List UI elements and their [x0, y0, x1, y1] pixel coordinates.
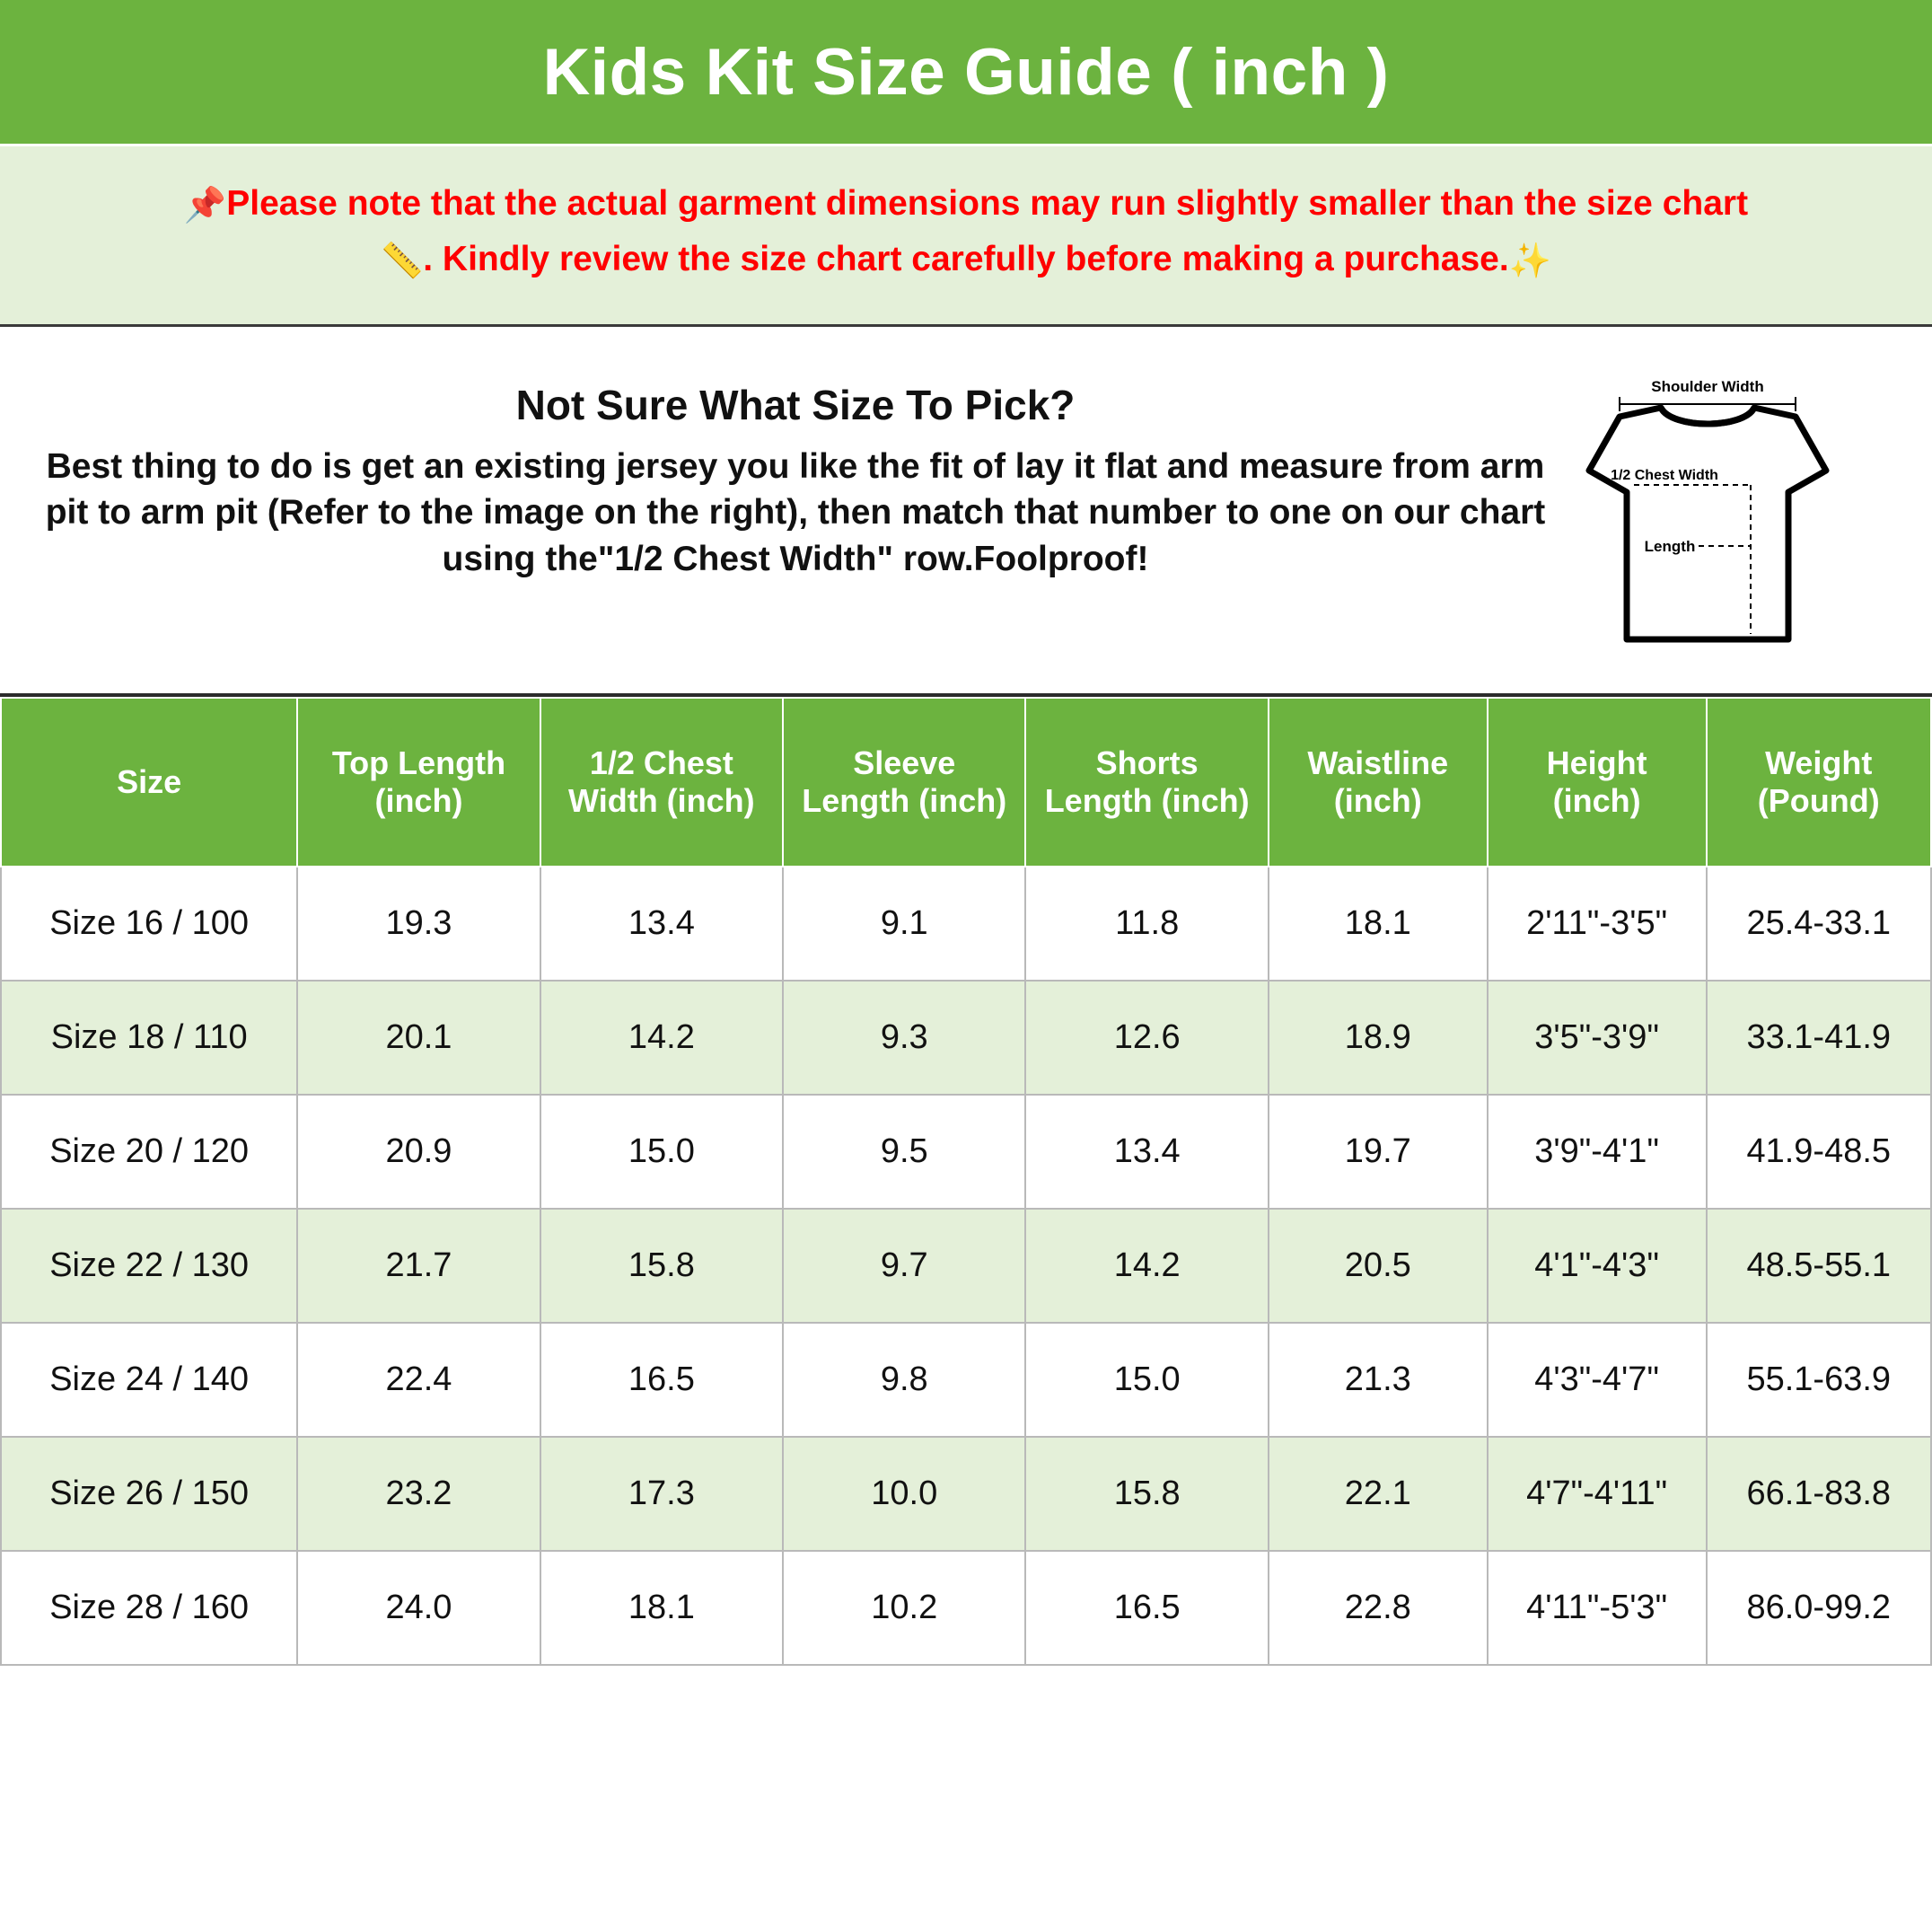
cell-height: 4'1"-4'3": [1488, 1209, 1707, 1323]
ruler-icon: 📏: [380, 242, 424, 280]
svg-text:1/2 Chest Width: 1/2 Chest Width: [1611, 467, 1718, 483]
table-header-row: [1, 698, 1931, 867]
cell-sleeve-length: 9.3: [783, 981, 1025, 1095]
cell-weight: 86.0-99.2: [1707, 1551, 1932, 1665]
cell-size: Size 16 / 100: [1, 867, 297, 981]
cell-sleeve-length: 10.2: [783, 1551, 1025, 1665]
cell-sleeve-length: 9.7: [783, 1209, 1025, 1323]
cell-half-chest-width: 18.1: [540, 1551, 783, 1665]
pin-icon: 📌: [183, 187, 227, 224]
column-header-size: Size: [1, 698, 297, 867]
cell-size: Size 22 / 130: [1, 1209, 297, 1323]
note-band: [0, 146, 1932, 327]
cell-shorts-length: 15.8: [1025, 1437, 1268, 1551]
cell-sleeve-length: 10.0: [783, 1437, 1025, 1551]
helper-heading: Not Sure What Size To Pick?: [515, 381, 1076, 428]
table-row: [1, 1323, 1931, 1437]
column-header-weight: Weight (Pound): [1707, 698, 1932, 867]
helper-section: [0, 327, 1932, 697]
sparkle-icon: ✨: [1508, 242, 1552, 280]
tshirt-icon: [1564, 370, 1851, 666]
cell-top-length: 22.4: [297, 1323, 540, 1437]
cell-shorts-length: 15.0: [1025, 1323, 1268, 1437]
cell-sleeve-length: 9.1: [783, 867, 1025, 981]
table-row: [1, 1095, 1931, 1209]
cell-size: Size 20 / 120: [1, 1095, 297, 1209]
cell-weight: 25.4-33.1: [1707, 867, 1932, 981]
table-row: [1, 1209, 1931, 1323]
cell-waistline: 18.9: [1269, 981, 1488, 1095]
page-title: Kids Kit Size Guide ( inch ): [542, 35, 1390, 109]
cell-waistline: 19.7: [1269, 1095, 1488, 1209]
size-table-body: [1, 867, 1931, 1665]
cell-sleeve-length: 9.5: [783, 1095, 1025, 1209]
cell-weight: 48.5-55.1: [1707, 1209, 1932, 1323]
helper-body: Best thing to do is get an existing jersey you like the fit of lay it flat and measure from arm pit to arm pit (Refer to the image on the right), then match that number to one on our chart using the"1/2 Chest Width" row.Foolproof!: [45, 446, 1546, 578]
column-header-sleeve-length: Sleeve Length (inch): [783, 698, 1025, 867]
table-row: [1, 981, 1931, 1095]
cell-weight: 41.9-48.5: [1707, 1095, 1932, 1209]
cell-size: Size 28 / 160: [1, 1551, 297, 1665]
cell-weight: 55.1-63.9: [1707, 1323, 1932, 1437]
svg-text:Length: Length: [1644, 537, 1696, 555]
cell-shorts-length: 16.5: [1025, 1551, 1268, 1665]
cell-top-length: 19.3: [297, 867, 540, 981]
svg-text:Shoulder Width: Shoulder Width: [1651, 377, 1764, 395]
cell-waistline: 20.5: [1269, 1209, 1488, 1323]
cell-weight: 33.1-41.9: [1707, 981, 1932, 1095]
cell-half-chest-width: 15.0: [540, 1095, 783, 1209]
cell-top-length: 20.1: [297, 981, 540, 1095]
cell-top-length: 20.9: [297, 1095, 540, 1209]
cell-height: 4'7"-4'11": [1488, 1437, 1707, 1551]
cell-half-chest-width: 16.5: [540, 1323, 783, 1437]
column-header-half-chest-width: 1/2 Chest Width (inch): [540, 698, 783, 867]
cell-shorts-length: 14.2: [1025, 1209, 1268, 1323]
cell-half-chest-width: 14.2: [540, 981, 783, 1095]
cell-top-length: 24.0: [297, 1551, 540, 1665]
table-row: [1, 1551, 1931, 1665]
cell-sleeve-length: 9.8: [783, 1323, 1025, 1437]
size-table: [0, 697, 1932, 1666]
table-row: [1, 1437, 1931, 1551]
cell-half-chest-width: 15.8: [540, 1209, 783, 1323]
cell-waistline: 22.1: [1269, 1437, 1488, 1551]
helper-text-block: [27, 361, 1564, 582]
cell-height: 3'9"-4'1": [1488, 1095, 1707, 1209]
column-header-shorts-length: Shorts Length (inch): [1025, 698, 1268, 867]
cell-height: 2'11"-3'5": [1488, 867, 1707, 981]
column-header-top-length: Top Length (inch): [297, 698, 540, 867]
cell-size: Size 24 / 140: [1, 1323, 297, 1437]
note-text-2: . Kindly review the size chart carefully before making a purchase.: [423, 239, 1509, 278]
cell-size: Size 26 / 150: [1, 1437, 297, 1551]
tshirt-measurement-diagram: [1564, 370, 1869, 666]
note-line-1: [36, 177, 1896, 233]
column-header-height: Height (inch): [1488, 698, 1707, 867]
cell-size: Size 18 / 110: [1, 981, 297, 1095]
cell-height: 4'11"-5'3": [1488, 1551, 1707, 1665]
header-band: [0, 0, 1932, 146]
cell-half-chest-width: 17.3: [540, 1437, 783, 1551]
table-row: [1, 867, 1931, 981]
cell-top-length: 23.2: [297, 1437, 540, 1551]
cell-height: 3'5"-3'9": [1488, 981, 1707, 1095]
cell-weight: 66.1-83.8: [1707, 1437, 1932, 1551]
cell-waistline: 22.8: [1269, 1551, 1488, 1665]
cell-half-chest-width: 13.4: [540, 867, 783, 981]
cell-top-length: 21.7: [297, 1209, 540, 1323]
cell-waistline: 21.3: [1269, 1323, 1488, 1437]
cell-height: 4'3"-4'7": [1488, 1323, 1707, 1437]
cell-shorts-length: 13.4: [1025, 1095, 1268, 1209]
note-line-2: [36, 233, 1896, 288]
note-text-1: Please note that the actual garment dimensions may run slightly smaller than the size chart: [226, 184, 1749, 223]
column-header-waistline: Waistline (inch): [1269, 698, 1488, 867]
size-table-wrap: [0, 697, 1932, 1928]
cell-shorts-length: 11.8: [1025, 867, 1268, 981]
size-table-head: [1, 698, 1931, 867]
cell-shorts-length: 12.6: [1025, 981, 1268, 1095]
cell-waistline: 18.1: [1269, 867, 1488, 981]
